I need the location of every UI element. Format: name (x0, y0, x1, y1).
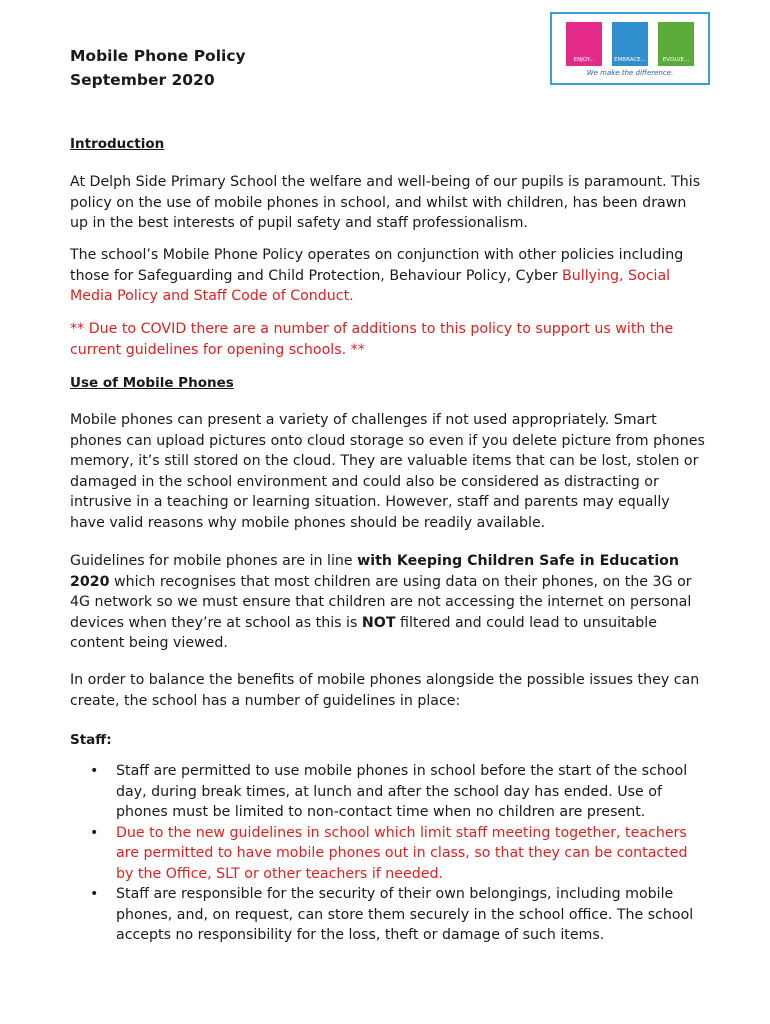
intro-paragraph-2: The school’s Mobile Phone Policy operates on conjunction with other policies including those for Safeguarding and Child Protection, Behaviour Policy, Cyber Bullying, Social Media Policy and Staff Code of Conduct. (70, 247, 684, 304)
use-paragraph-3: In order to balance the benefits of mobile phones alongside the possible issues they can create, the school has a number of guidelines in place: (70, 672, 700, 709)
intro-paragraph-1: At Delph Side Primary School the welfare and well-being of our pupils is paramount. This policy on the use of mobile phones in school, and whilst with children, has been drawn up in the best interests of pupil safety and staff professionalism. (70, 174, 701, 231)
enjoy-tile-icon: ENJOY... (566, 22, 602, 66)
bullet-icon: • (90, 824, 99, 841)
list-item: • Staff are responsible for the security of their own belongings, including mobile phones, and, on request, can store them securely in the school office. The school accepts no responsibility for the loss, theft or damage of such items. (90, 886, 694, 943)
evolve-tile-icon: EVOLVE... (658, 22, 694, 66)
title-line-1: Mobile Phone Policy (70, 47, 246, 65)
use-paragraph-1: Mobile phones can present a variety of challenges if not used appropriately. Smart phones can upload pictures onto cloud storage so even if you delete picture from phones memory, it’s still stored on the cloud. They are valuable items that can be lost, stolen or damaged in the school environment and could also be considered as distracting or intrusive in a teaching or learning situation. However, staff and parents may equally have valid reasons why mobile phones should be readily available. (70, 412, 705, 531)
use-paragraph-2: Guidelines for mobile phones are in line with Keeping Children Safe in Education 2020 which recognises that most children are using data on their phones, on the 3G or 4G network so we must ensure that children are not accessing the internet on personal devices when they’re at school as this is NOT filtered and could lead to unsuitable content being viewed. (70, 553, 692, 651)
title-line-2: September 2020 (70, 71, 215, 89)
list-item: • Due to the new guidelines in school which limit staff meeting together, teachers are permitted to have mobile phones out in class, so that they can be contacted by the Office, SLT or other teachers if needed. (90, 824, 688, 882)
school-logo (550, 12, 710, 85)
introduction-heading: Introduction (70, 136, 165, 152)
use-of-mobile-phones-heading: Use of Mobile Phones (70, 375, 234, 391)
staff-heading: Staff: (70, 732, 112, 748)
staff-guidelines-list (70, 761, 706, 946)
bullet-icon: • (90, 763, 99, 779)
document-title (70, 44, 246, 92)
covid-note: ** Due to COVID there are a number of additions to this policy to support us with the current guidelines for opening schools. ** (70, 321, 674, 358)
embrace-tile-icon: EMBRACE... (612, 22, 648, 66)
logo-tagline: We make the difference. (586, 69, 674, 77)
bullet-icon: • (90, 886, 99, 902)
list-item: • Staff are permitted to use mobile phones in school before the start of the school day, during break times, at lunch and after the school day has ended. Use of phones must be limited to non-contact time when no children are present. (90, 763, 688, 820)
